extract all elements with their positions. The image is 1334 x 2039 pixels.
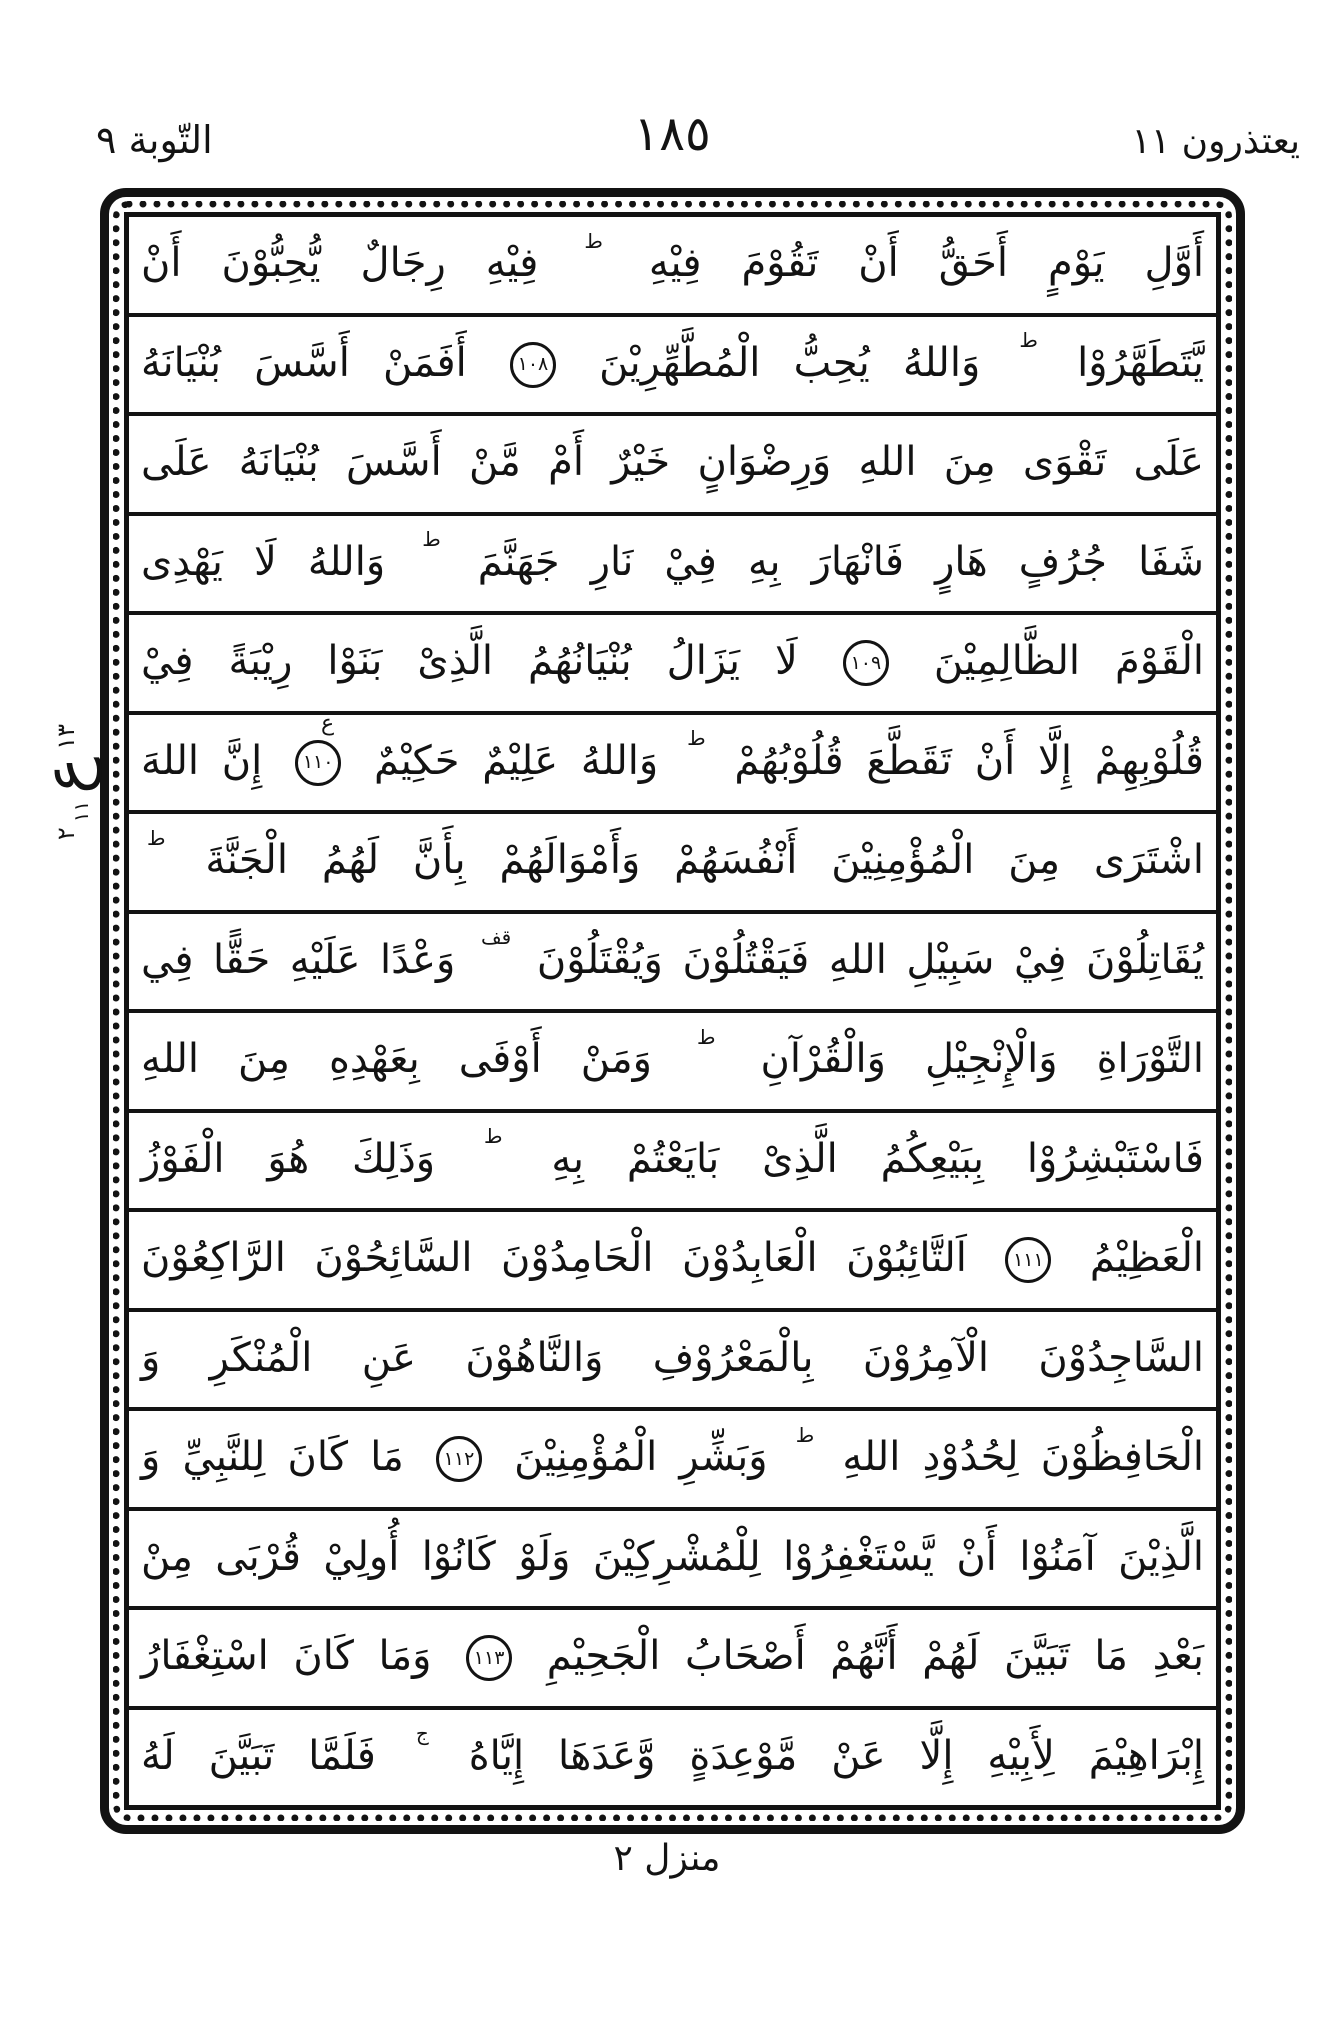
surah-title-label: التّوبة ٩ <box>96 118 213 162</box>
ayah-text: قُلُوْبِهِمْ إِلَّا أَنْ تَقَطَّعَ قُلُوْبُهُمْ <box>734 737 1205 784</box>
quran-line <box>129 1610 1216 1710</box>
quran-line <box>129 814 1216 914</box>
quran-line <box>129 317 1216 417</box>
ayah-text: السَّاجِدُوْنَ الْآمِرُوْنَ بِالْمَعْرُوْفِ وَالنَّاهُوْنَ عَنِ الْمُنْكَرِ وَ <box>141 1334 1204 1381</box>
juz-title-label: يعتذرون ١١ <box>1131 121 1300 162</box>
ruku-side-number: ١١ <box>69 800 93 823</box>
waqf-sign: ج <box>415 1721 429 1746</box>
ayah-text: شَفَا جُرُفٍ هَارٍ فَانْهَارَ بِهِ فِيْ نَارِ جَهَنَّمَ <box>477 538 1205 585</box>
waqf-sign: قف <box>480 925 512 950</box>
ayah-text: الْقَوْمَ الظَّالِمِيْنَ <box>933 638 1205 684</box>
manzil-label: منزل ٢ <box>613 1838 721 1879</box>
quran-lines <box>124 212 1221 1810</box>
ayah-text: وَمَنْ أَوْفَى بِعَهْدِهِ مِنَ اللهِ <box>141 1036 652 1082</box>
ayah-end-marker: ١٠٨ <box>510 342 556 388</box>
ayah-text: اشْتَرَى مِنَ الْمُؤْمِنِيْنَ أَنْفُسَهُمْ وَأَمْوَالَهُمْ بِأَنَّ لَهُمُ الْجَنَّةَ <box>205 837 1204 883</box>
quran-line <box>129 416 1216 516</box>
ayah-text: وَبَشِّرِ الْمُؤْمِنِيْنَ <box>514 1434 768 1480</box>
waqf-sign: ط <box>687 726 706 751</box>
ayah-text: الْحَافِظُوْنَ لِحُدُوْدِ اللهِ <box>842 1434 1205 1480</box>
ayah-text: أَوَّلِ يَوْمٍ أَحَقُّ أَنْ تَقُوْمَ فِيْهِ <box>648 240 1204 286</box>
ayah-end-marker: ١١١ <box>1005 1237 1051 1283</box>
waqf-sign: ط <box>422 527 441 552</box>
waqf-sign: ط <box>584 228 603 253</box>
ayah-text: وَذَلِكَ هُوَ الْفَوْزُ <box>141 1135 436 1182</box>
waqf-sign: ط <box>147 825 166 850</box>
quran-line <box>129 516 1216 616</box>
quran-line <box>129 615 1216 715</box>
waqf-sign: ط <box>696 1024 716 1049</box>
ayah-text: إِنَّ اللهَ <box>141 737 263 784</box>
waqf-sign: ط <box>795 1422 815 1447</box>
ayah-text: يَّتَطَهَّرُوْا <box>1077 339 1205 386</box>
margin-ruku-marker-content <box>29 723 102 841</box>
ayah-text: بَعْدِ مَا تَبَيَّنَ لَهُمْ أَنَّهُمْ أَصْحَابُ الْجَحِيْمِ <box>546 1633 1205 1679</box>
quran-line <box>129 1212 1216 1312</box>
page-frame-outer-border <box>100 188 1245 1834</box>
ayah-text: عَلَى تَقْوَى مِنَ اللهِ وَرِضْوَانٍ خَيْرٌ أَمْ مَّنْ أَسَّسَ بُنْيَانَهُ عَلَى <box>141 439 1204 485</box>
ayah-text: فِيْهِ رِجَالٌ يُّحِبُّوْنَ أَنْ <box>141 240 539 286</box>
ayah-end-marker: ١٠٩ <box>843 640 889 686</box>
page-frame-ornamental-border <box>113 201 1232 1821</box>
ayah-text: فَاسْتَبْشِرُوْا بِبَيْعِكُمُ الَّذِىْ بَايَعْتُمْ بِهِ <box>551 1135 1204 1182</box>
ayah-text: وَاللهُ لَا يَهْدِى <box>141 538 386 585</box>
quran-line <box>129 1411 1216 1511</box>
ruku-end-sign: ع <box>321 710 335 736</box>
quran-line <box>129 1013 1216 1113</box>
ayah-end-marker: ١١٣ <box>466 1635 512 1681</box>
ayah-text: لَا يَزَالُ بُنْيَانُهُمُ الَّذِىْ بَنَوْا رِيْبَةً فِيْ <box>141 638 798 684</box>
ayah-text: فَلَمَّا تَبَيَّنَ لَهُ <box>141 1732 376 1779</box>
ayah-text: إِبْرَاهِيْمَ لِأَبِيْهِ إِلَّا عَنْ مَّوْعِدَةٍ وَّعَدَهَا إِيَّاهُ <box>468 1732 1204 1779</box>
running-head <box>30 86 1304 162</box>
quran-line <box>129 1710 1216 1806</box>
ayah-text: اَلتَّائِبُوْنَ الْعَابِدُوْنَ الْحَامِدُوْنَ السَّائِحُوْنَ الرَّاكِعُوْنَ <box>141 1235 967 1281</box>
ayah-end-marker: ١١٠ ع <box>295 740 341 786</box>
quran-line <box>129 217 1216 317</box>
waqf-sign: ط <box>1019 328 1038 353</box>
ayah-text: الَّذِيْنَ آمَنُوْا أَنْ يَّسْتَغْفِرُوْا لِلْمُشْرِكِيْنَ وَلَوْ كَانُوْا أُولِيْ قُرْبَى مِنْ <box>141 1533 1204 1580</box>
ayah-text: وَعْدًا عَلَيْهِ حَقًّا فِي <box>141 936 456 983</box>
ayah-text: وَاللهُ عَلِيْمٌ حَكِيْمٌ <box>373 737 659 784</box>
ruku-bottom-number: ٢ <box>52 827 80 841</box>
quran-line <box>129 710 1216 815</box>
ayah-text: مَا كَانَ لِلنَّبِيِّ وَ <box>141 1434 404 1480</box>
ayah-text: يُقَاتِلُوْنَ فِيْ سَبِيْلِ اللهِ فَيَقْتُلُوْنَ وَيُقْتَلُوْنَ <box>536 936 1205 983</box>
margin-ruku-marker <box>10 723 122 841</box>
ayah-text: الْعَظِيْمُ <box>1089 1235 1205 1281</box>
ayah-text: التَّوْرَاةِ وَالْإِنْجِيْلِ وَالْقُرْآنِ <box>760 1036 1205 1082</box>
quran-line <box>129 1113 1216 1213</box>
quran-line <box>129 1312 1216 1412</box>
waqf-sign: ط <box>483 1124 503 1149</box>
ruku-top-number: ١٣ <box>52 723 80 750</box>
quran-line <box>129 1511 1216 1611</box>
ayah-text: وَمَا كَانَ اسْتِغْفَارُ <box>141 1633 432 1679</box>
ruku-ain-letter: ع <box>29 756 102 794</box>
page-number: ١٨٥ <box>633 106 711 162</box>
ayah-text: وَاللهُ يُحِبُّ الْمُطَّهِّرِيْنَ <box>599 339 981 386</box>
quran-line <box>129 914 1216 1014</box>
ayah-text: أَفَمَنْ أَسَّسَ بُنْيَانَهُ <box>141 339 467 386</box>
ayah-end-marker: ١١٢ <box>436 1436 482 1482</box>
